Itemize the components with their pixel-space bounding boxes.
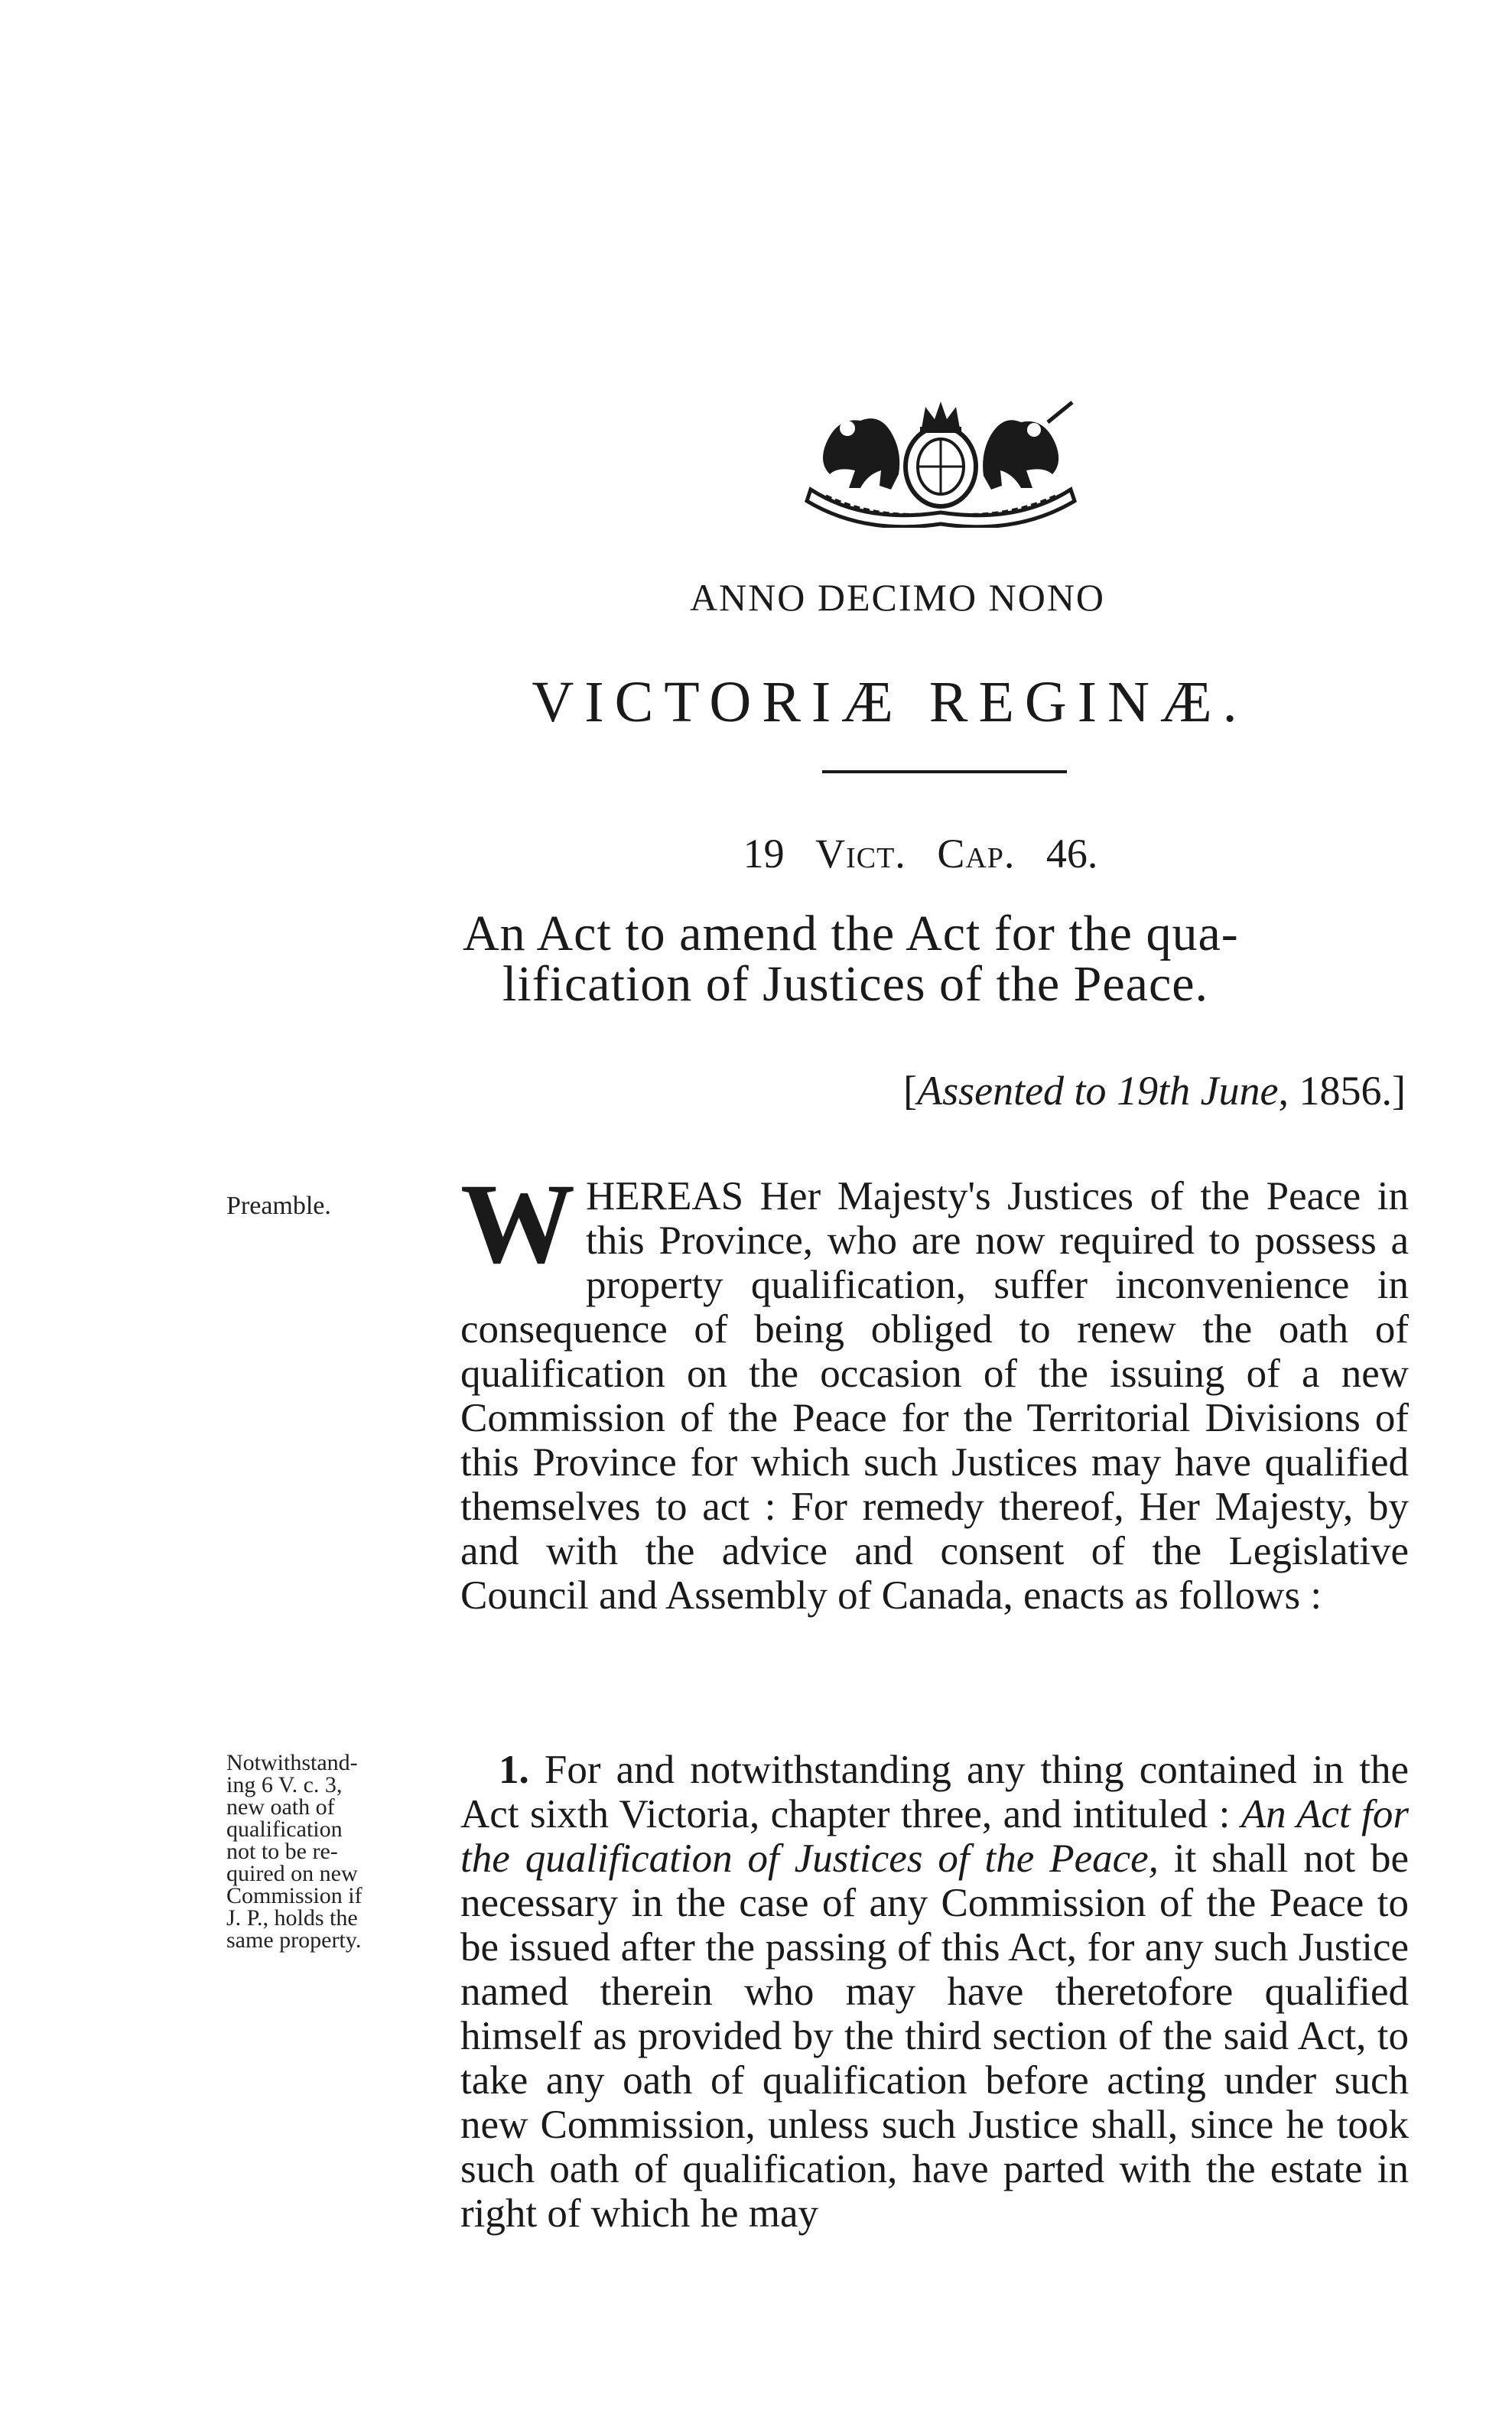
chapter-cap: Cap.: [937, 831, 1016, 877]
section-number: 1.: [499, 1748, 529, 1792]
preamble-paragraph: [460, 1160, 1409, 1618]
section-1-text-before: For and notwithstanding any thing contained in the Act sixth Victoria, chapter three, and intituled :: [460, 1748, 1410, 1836]
chapter-vict: Vict.: [815, 831, 906, 877]
chapter-heading: [0, 830, 1512, 877]
drop-cap: W: [460, 1160, 575, 1287]
regnal-heading: VICTORIÆ REGINÆ.: [532, 670, 1248, 734]
act-title-line-2: lification of Justices of the Peace.: [502, 956, 1209, 1012]
anno-heading: ANNO DECIMO NONO: [689, 576, 1106, 619]
divider: [822, 770, 1067, 773]
chapter-number: 19: [743, 831, 785, 877]
section-1-text-after: it shall not be necessary in the case of any Commission of the Peace to be issued after the passing of this Act, for any such Justice named therein who may have theretofore qualified himself as provided by the third section of the said Act, to take any oath of qualification before acting under such new Commission, unless such Justice shall, since he took such oath of qualification, have parted with the estate in right of which he may: [460, 1836, 1410, 2236]
chapter-cap-number: 46.: [1045, 831, 1098, 877]
marginal-note-preamble: Preamble.: [226, 1192, 331, 1220]
act-title: [463, 906, 1411, 1012]
marginal-note-section-1: Notwithstand- ing 6 V. c. 3, new oath of qualification not to be re- quired on new Commission if J. P., holds the same property.: [226, 1750, 363, 1953]
assent-year: , 1856.]: [1278, 1068, 1406, 1114]
royal-coat-of-arms-icon: [795, 398, 1086, 528]
assent-label: Assented to: [917, 1068, 1107, 1114]
section-1-paragraph: [460, 1748, 1409, 2236]
assent-day: 19th June: [1117, 1068, 1279, 1114]
assent-date: [779, 1067, 1406, 1114]
act-title-line-1: An Act to amend the Act for the qua-: [463, 906, 1239, 961]
section-1-cited-act: An Act for the qualification of Justices of the Peace,: [460, 1792, 1409, 1881]
preamble-text: HEREAS Her Majesty's Justices of the Peace in this Province, who are now required to possess a property qualification, suffer inconvenience in consequence of being obliged to renew the oath of qualification on the occasion of the issuing of a new Commission of the Peace for the Territorial Divisions of this Province for which such Justices may have qualified themselves to act : For remedy thereof, Her Majesty, by and with the advice and consent of the Legislative Council and Assembly of Canada, enacts as follows :: [460, 1174, 1409, 1618]
assent-open-bracket: [: [903, 1068, 918, 1114]
